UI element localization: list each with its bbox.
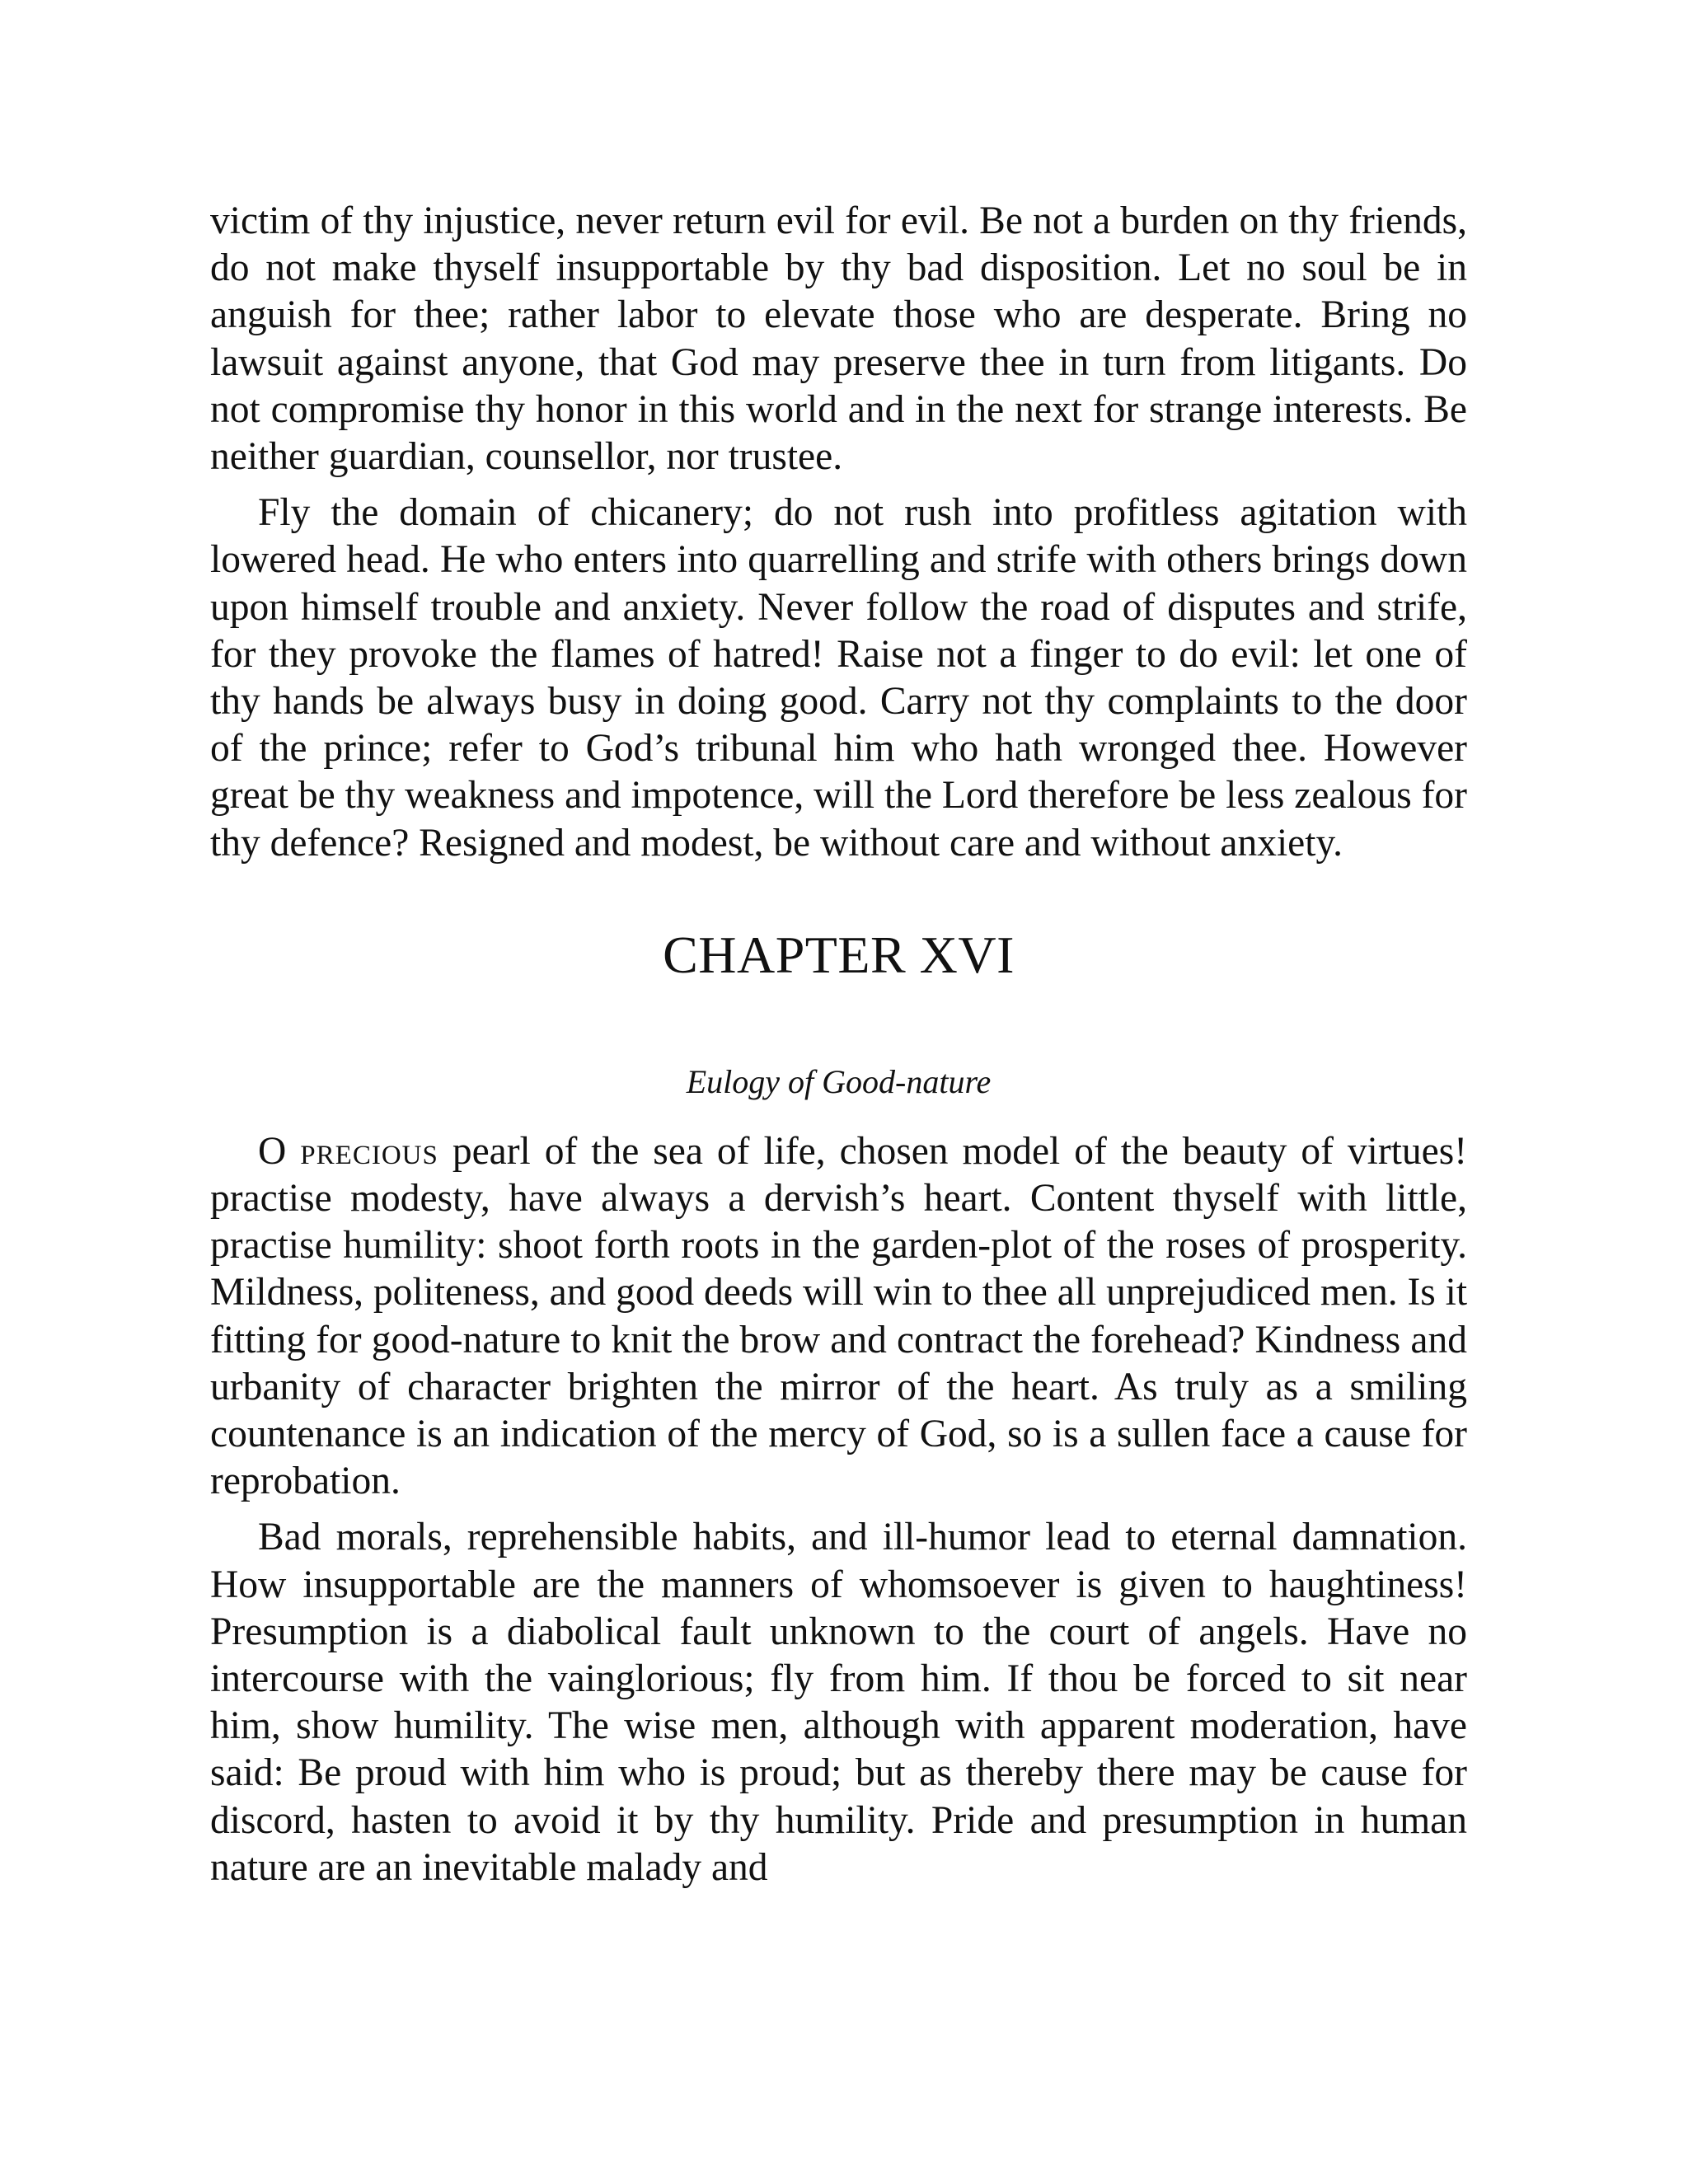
body-paragraph: Bad morals, reprehensible habits, and ill-humor lead to eternal damnation. How insupportable are the manners of whomsoever is given to haughtiness! Presumption is a diabolical fault unknown to the court of angels. Have no intercourse with the vainglorious; fly from him. If thou be forced to sit near him, show humility. The wise men, although with apparent moderation, have said: Be proud with him who is proud; but as thereby there may be cause for discord, hasten to avoid it by thy humility. Pride and presumption in human nature are an inevitable malady and — [210, 1516, 1467, 1889]
chapter-subtitle: Eulogy of Good-nature — [686, 1062, 992, 1100]
opening-word: O — [258, 1129, 287, 1173]
body-paragraph: Fly the domain of chicanery; do not rush into profitless agitation with lowered head. He who enters into quarrelling and strife with others brings down upon himself trouble and anxiety. Never follow the road of disputes and strife, for they provoke the flames of hatred! Raise not a finger to do evil: let one of thy hands be always busy in doing good. Carry not thy complaints to the door of the prince; refer to God’s tribunal him who hath wronged thee. However great be thy weakness and impotence, will the Lord therefore be less zealous for thy defence? Resigned and modest, be without care and without anxiety. — [210, 491, 1467, 865]
chapter-opening-paragraph — [210, 1128, 1467, 1506]
opening-smallcaps: precious — [300, 1129, 438, 1173]
chapter-heading: CHAPTER XVI — [663, 925, 1015, 984]
continued-paragraph: victim of thy injustice, never return evil for evil. Be not a burden on thy friends, do not make thyself insupportable by thy bad disposition. Let no soul be in anguish for thee; rather labor to elevate those who are desperate. Bring no lawsuit against anyone, that God may preserve thee in turn from litigants. Do not compromise thy honor in this world and in the next for strange interests. Be neither guardian, counsellor, nor trustee. — [210, 199, 1467, 479]
opening-rest: pearl of the sea of life, chosen model of the beauty of virtues! practise modesty, have always a dervish’s heart. Content thyself with little, practise humility: shoot forth roots in the garden-plot of the roses of prosperity. Mildness, politeness, and good deeds will win to thee all unprejudiced men. Is it fitting for good-nature to knit the brow and contract the forehead? Kindness and urbanity of character brighten the mirror of the heart. As truly as a smiling countenance is an indication of the mercy of God, so is a sullen face a cause for reprobation. — [210, 1129, 1468, 1503]
book-page — [210, 198, 1467, 1891]
